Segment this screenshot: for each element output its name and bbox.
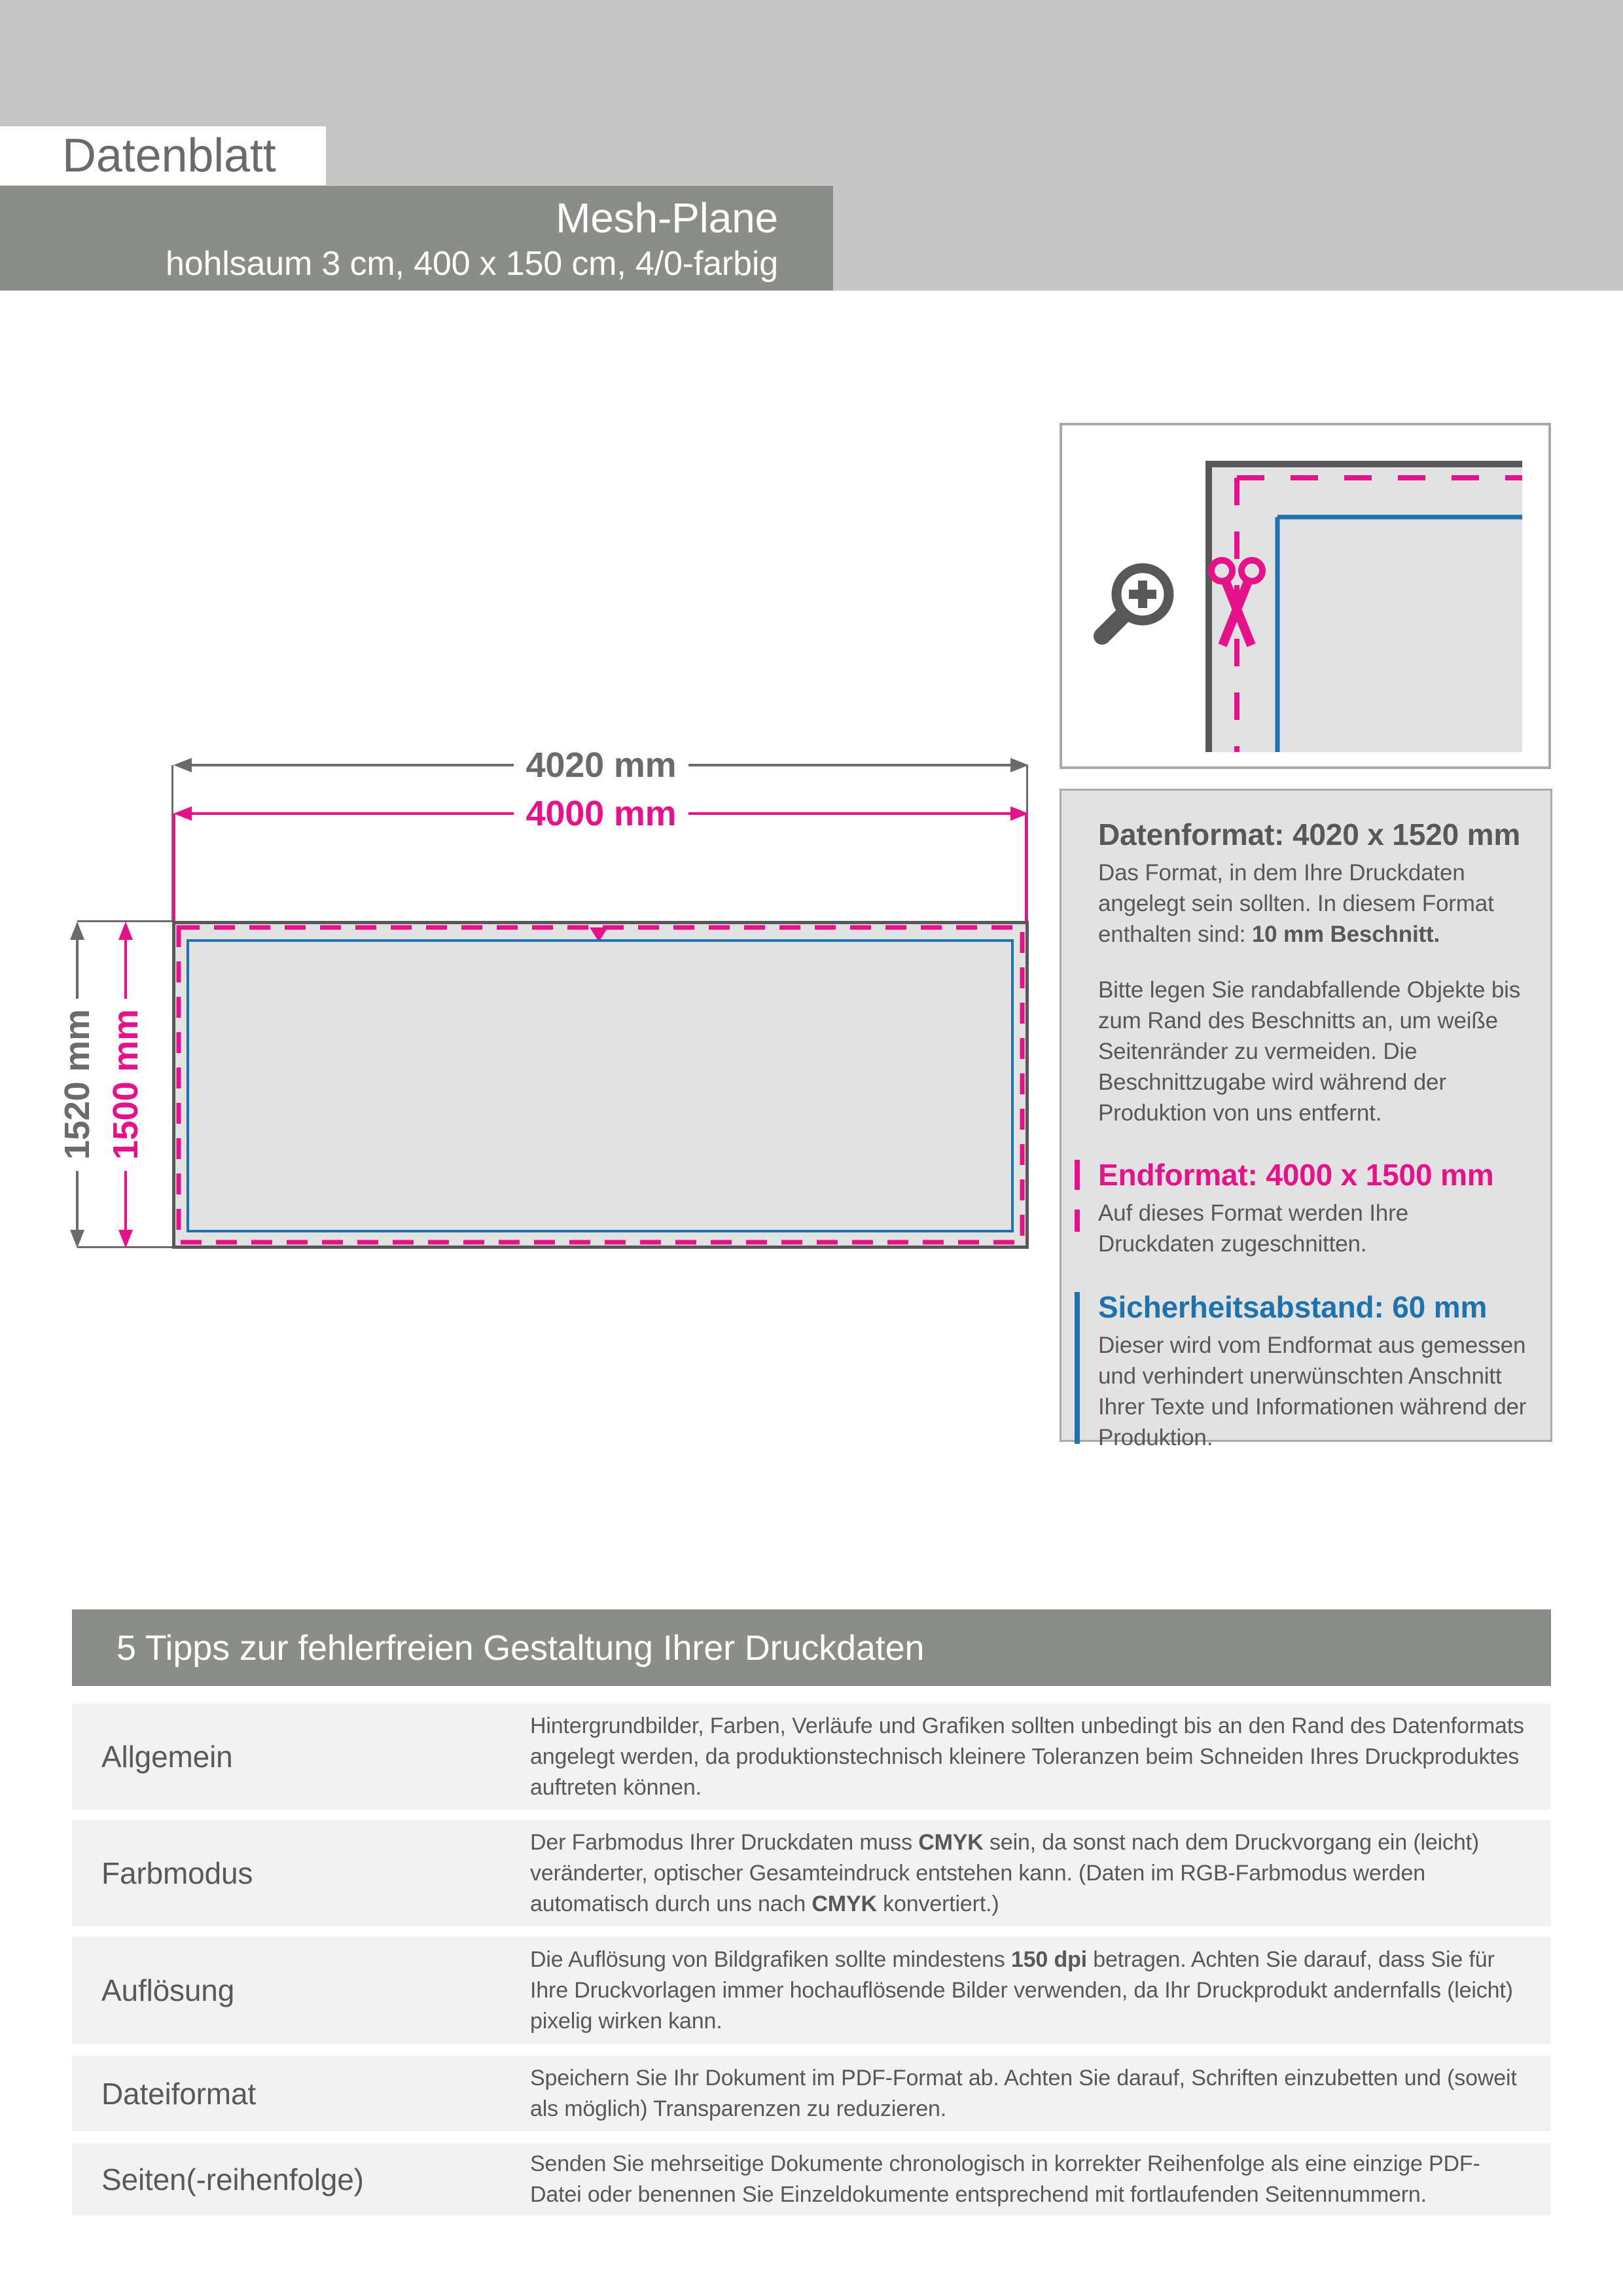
scissors-icon xyxy=(1211,560,1262,645)
product-spec: hohlsaum 3 cm, 400 x 150 cm, 4/0-farbig xyxy=(165,245,778,283)
tip-description: Speichern Sie Ihr Dokument im PDF-Format ab. Achten Sie darauf, Schriften einzubetten und (soweit als möglich) Transparenzen zu reduzieren. xyxy=(530,2065,1517,2121)
tips-header-title: 5 Tipps zur fehlerfreien Gestaltung Ihrer Druckdaten xyxy=(116,1628,925,1668)
endformat-height-label: 1500 mm xyxy=(106,1009,145,1160)
datenformat-height-label: 1520 mm xyxy=(58,1009,97,1160)
tip-row-seitenreihenfolge xyxy=(72,2144,1551,2215)
datenformat-section xyxy=(1098,817,1528,1128)
endformat-section xyxy=(1098,1157,1528,1259)
tip-row-farbmodus xyxy=(72,1820,1551,1926)
datenformat-headline: Datenformat: 4020 x 1520 mm xyxy=(1098,817,1521,852)
tip-row-dateiformat xyxy=(72,2056,1551,2131)
endformat-height-dimension xyxy=(106,922,145,1248)
arrow-down-icon xyxy=(70,1230,84,1248)
product-header-bar xyxy=(0,186,833,291)
arrow-down-icon xyxy=(118,1230,133,1248)
arrow-up-icon xyxy=(70,922,84,940)
tip-description: Der Farbmodus Ihrer Druckdaten muss CMYK sein, da sonst nach dem Druckvorgang ein (leicht) veränderter, optischer Gesamteindruck entstehen kann. (Daten im RGB-Farbmodus werden automatisch durch uns nach CMYK konvertiert.) xyxy=(530,1829,1480,1916)
datenblatt-title-box xyxy=(0,126,326,185)
tip-label: Auflösung xyxy=(101,1973,235,2007)
endformat-headline: Endformat: 4000 x 1500 mm xyxy=(1098,1158,1494,1192)
datenformat-width-label: 4020 mm xyxy=(526,745,677,785)
tip-description: Die Auflösung von Bildgrafiken sollte mindestens 150 dpi betragen. Achten Sie darauf, dass Sie für Ihre Druckvorlagen immer hochauflösende Bilder verwenden, da Ihr Druckprodukt andernfalls (leicht) pixelig wirken kann. xyxy=(530,1946,1513,2034)
tip-description: Senden Sie mehrseitige Dokumente chronologisch in korrekter Reihenfolge als eine einzige PDF-Datei oder benennen Sie Einzeldokumente entsprechend mit fortlaufenden Seitennummern. xyxy=(530,2151,1480,2207)
endformat-marker-bar xyxy=(1075,1160,1080,1232)
endformat-paragraph: Auf dieses Format werden Ihre Druckdaten zugeschnitten. xyxy=(1098,1200,1408,1257)
datenformat-width-dimension xyxy=(173,745,1029,785)
datenformat-height-dimension xyxy=(58,922,97,1248)
datenformat-paragraph-2: Bitte legen Sie randabfallende Objekte bis zum Rand des Beschnitts an, um weiße Seitenränder zu vermeiden. Die Beschnittzugabe wird während der Produktion von uns entfernt. xyxy=(1098,977,1521,1126)
arrow-left-icon xyxy=(173,806,192,821)
arrow-left-icon xyxy=(173,758,192,772)
datenformat-paragraph-1: Das Format, in dem Ihre Druckdaten angelegt sein sollten. In diesem Format enthalten sind: 10 mm Beschnitt. xyxy=(1098,860,1494,947)
page-title: Datenblatt xyxy=(62,130,276,182)
tip-label: Dateiformat xyxy=(101,2076,256,2111)
tip-row-allgemein xyxy=(72,1704,1551,1810)
sicherheitsabstand-headline: Sicherheitsabstand: 60 mm xyxy=(1098,1290,1488,1324)
tip-label: Seiten(-reihenfolge) xyxy=(101,2162,364,2197)
tip-label: Farbmodus xyxy=(101,1856,253,1890)
datenformat-area xyxy=(172,921,1029,1249)
tip-row-aufloesung xyxy=(72,1937,1551,2044)
detail-zoom-box xyxy=(1060,423,1551,769)
magnifier-icon xyxy=(1092,556,1183,655)
endformat-width-label: 4000 mm xyxy=(526,794,677,833)
sicherheitsabstand-section xyxy=(1098,1289,1528,1453)
tip-label: Allgemein xyxy=(101,1740,233,1774)
arrow-up-icon xyxy=(118,922,133,940)
tips-header-bar xyxy=(72,1609,1551,1686)
extension-line xyxy=(1025,814,1027,922)
format-diagram xyxy=(172,921,1029,1249)
safety-marker-bar xyxy=(1075,1292,1080,1444)
sicherheitsabstand-paragraph: Dieser wird vom Endformat aus gemessen und verhindert unerwünschten Anschnitt Ihrer Texte und Informationen während der Produktion. xyxy=(1098,1333,1527,1450)
tip-description: Hintergrundbilder, Farben, Verläufe und Grafiken sollten unbedingt bis an den Rand des Datenformats angelegt werden, da produktionstechnisch kleinere Toleranzen beim Schneiden Ihres Druckproduktes auftreten können. xyxy=(530,1713,1524,1800)
endformat-width-dimension xyxy=(173,794,1029,833)
detail-overlay xyxy=(1205,461,1522,752)
info-panel xyxy=(1060,789,1552,1450)
extension-line xyxy=(173,814,175,922)
product-name: Mesh-Plane xyxy=(556,194,778,242)
